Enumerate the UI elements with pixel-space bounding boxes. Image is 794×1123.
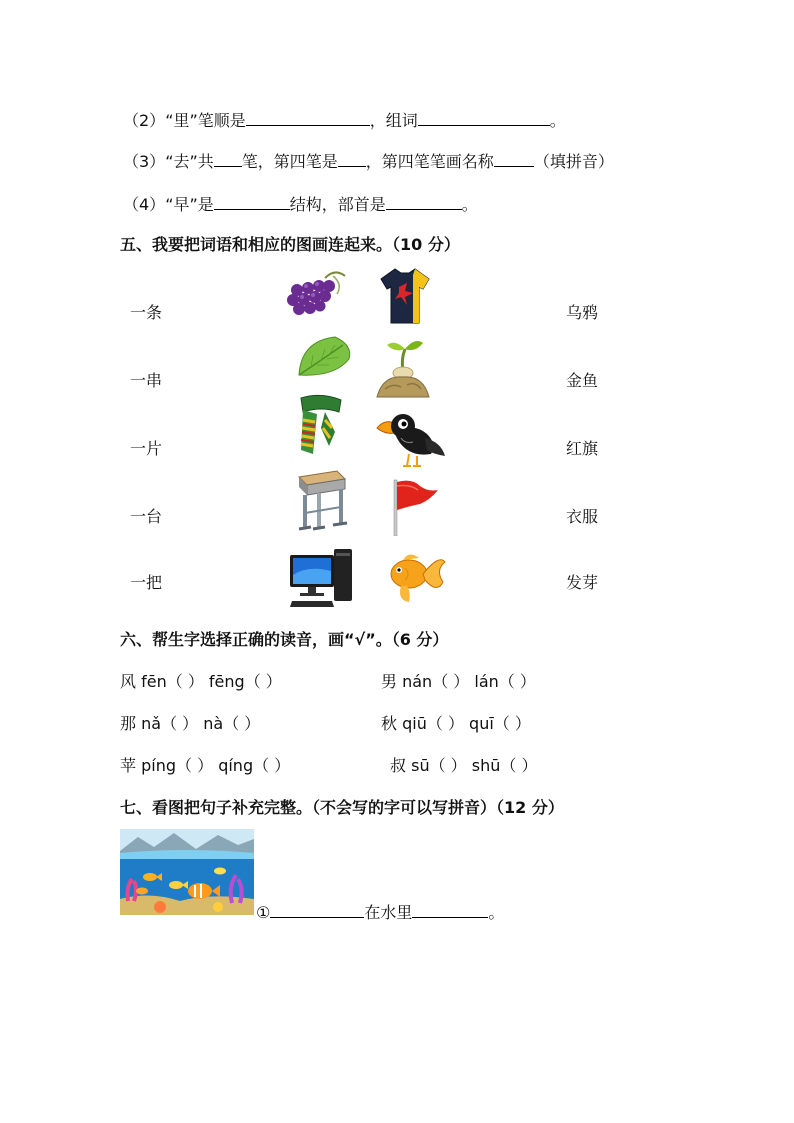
check-box[interactable]: （ ） bbox=[500, 756, 538, 775]
noun-word: 乌鸦 bbox=[566, 303, 599, 322]
noun-word: 发芽 bbox=[566, 573, 599, 592]
answer-blank[interactable] bbox=[214, 195, 290, 210]
check-box[interactable]: （ ） bbox=[244, 672, 282, 691]
answer-blank[interactable] bbox=[270, 903, 364, 918]
check-box[interactable]: （ ） bbox=[223, 714, 261, 733]
check-box[interactable]: （ ） bbox=[253, 756, 291, 775]
noun-word: 衣服 bbox=[566, 507, 599, 526]
check-box[interactable]: （ ） bbox=[429, 756, 467, 775]
check-box[interactable]: （ ） bbox=[161, 714, 199, 733]
check-box[interactable]: （ ） bbox=[432, 672, 470, 691]
check-box[interactable]: （ ） bbox=[426, 714, 464, 733]
q4-item2: （2）“里”笔顺是 ，组词 。 bbox=[123, 111, 566, 130]
section7-title: 七、看图把句子补充完整。（不会写的字可以写拼音）（12 分） bbox=[120, 798, 564, 817]
answer-blank[interactable] bbox=[494, 152, 534, 167]
check-box[interactable]: （ ） bbox=[176, 756, 214, 775]
goldfish-icon[interactable] bbox=[385, 548, 447, 606]
crow-icon[interactable] bbox=[375, 410, 447, 472]
q4-item3: （3）“去”共 笔，第四笔是 ，第四笔笔画名称 （填拼音） bbox=[123, 152, 614, 171]
answer-blank[interactable] bbox=[418, 111, 550, 126]
leaf-icon[interactable] bbox=[295, 333, 355, 378]
noun-word: 金鱼 bbox=[566, 371, 599, 390]
measure-word: 一片 bbox=[130, 439, 163, 458]
answer-blank[interactable] bbox=[386, 195, 462, 210]
answer-blank[interactable] bbox=[214, 152, 242, 167]
sprout-icon[interactable] bbox=[375, 335, 431, 399]
check-box[interactable]: （ ） bbox=[493, 714, 531, 733]
measure-word: 一把 bbox=[130, 573, 163, 592]
noun-word: 红旗 bbox=[566, 439, 599, 458]
desk-icon[interactable] bbox=[293, 467, 349, 535]
shirt-icon[interactable] bbox=[377, 265, 433, 325]
pinyin-item: 那 nǎ（ ） nà（ ） bbox=[120, 714, 261, 733]
pinyin-item: 风 fēn（ ） fēng（ ） bbox=[120, 672, 282, 691]
check-box[interactable]: （ ） bbox=[498, 672, 536, 691]
pinyin-item: 秋 qiū（ ） quī（ ） bbox=[381, 714, 531, 733]
flag-icon[interactable] bbox=[390, 478, 440, 536]
measure-word: 一台 bbox=[130, 507, 163, 526]
sentence-completion: ① 在水里 。 bbox=[256, 903, 505, 922]
check-box[interactable]: （ ） bbox=[166, 672, 204, 691]
underwater-scene-image bbox=[120, 829, 254, 915]
measure-word: 一条 bbox=[130, 303, 163, 322]
answer-blank[interactable] bbox=[338, 152, 366, 167]
section6-title: 六、帮生字选择正确的读音，画“√”。（6 分） bbox=[120, 630, 449, 649]
scarf-icon[interactable] bbox=[295, 392, 347, 457]
answer-blank[interactable] bbox=[246, 111, 370, 126]
grapes-icon[interactable] bbox=[285, 268, 355, 318]
pinyin-item: 叔 sū（ ） shū（ ） bbox=[390, 756, 538, 775]
answer-blank[interactable] bbox=[412, 903, 488, 918]
q4-item4: （4）“早”是 结构，部首是 。 bbox=[123, 195, 478, 214]
pinyin-item: 男 nán（ ） lán（ ） bbox=[381, 672, 536, 691]
computer-icon[interactable] bbox=[288, 545, 354, 611]
measure-word: 一串 bbox=[130, 371, 163, 390]
pinyin-item: 苹 píng（ ） qíng（ ） bbox=[120, 756, 291, 775]
section5-title: 五、我要把词语和相应的图画连起来。（10 分） bbox=[120, 235, 460, 254]
